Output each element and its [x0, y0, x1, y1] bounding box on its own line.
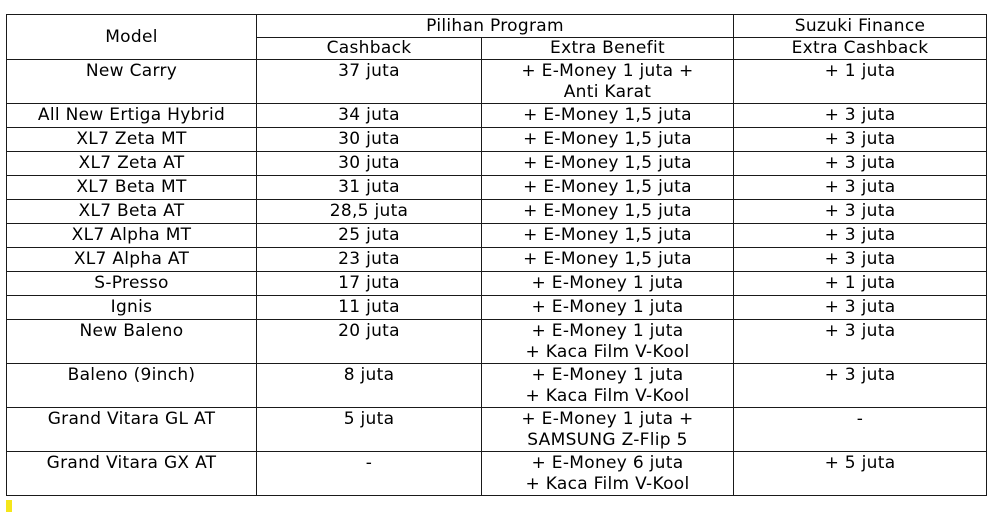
table-row — [7, 128, 987, 152]
cashback-cell: - — [257, 452, 482, 496]
model-cell: XL7 Beta AT — [7, 200, 257, 224]
extra-cashback-cell: + 3 juta — [734, 200, 987, 224]
cashback-cell: 5 juta — [257, 408, 482, 452]
model-cell: Baleno (9inch) — [7, 364, 257, 408]
extra-benefit-cell — [482, 128, 734, 152]
cashback-cell: 31 juta — [257, 176, 482, 200]
model-cell: Ignis — [7, 296, 257, 320]
extra-benefit-cell — [482, 248, 734, 272]
model-cell: XL7 Alpha AT — [7, 248, 257, 272]
benefit-line: + E-Money 1 juta + — [521, 61, 694, 81]
promo-table — [6, 14, 987, 496]
extra-benefit-cell — [482, 272, 734, 296]
benefit-line: + E-Money 1,5 juta — [523, 177, 692, 197]
benefit-line: + E-Money 1,5 juta — [523, 153, 692, 173]
table-row — [7, 272, 987, 296]
benefit-line: + Kaca Film V-Kool — [525, 474, 690, 494]
extra-cashback-cell: + 3 juta — [734, 364, 987, 408]
table-row — [7, 60, 987, 104]
extra-cashback-cell: + 3 juta — [734, 176, 987, 200]
extra-benefit-cell — [482, 60, 734, 104]
model-cell: Grand Vitara GX AT — [7, 452, 257, 496]
table-row — [7, 452, 987, 496]
cashback-cell: 20 juta — [257, 320, 482, 364]
table-row — [7, 224, 987, 248]
cashback-cell: 30 juta — [257, 128, 482, 152]
header-model: Model — [7, 15, 257, 60]
model-cell: XL7 Zeta AT — [7, 152, 257, 176]
header-pilihan-program: Pilihan Program — [257, 15, 734, 38]
benefit-line: + E-Money 1 juta — [531, 321, 684, 341]
table-row — [7, 152, 987, 176]
benefit-line: + E-Money 1 juta + — [521, 409, 694, 429]
cashback-cell: 28,5 juta — [257, 200, 482, 224]
extra-cashback-cell: + 3 juta — [734, 152, 987, 176]
cashback-cell: 23 juta — [257, 248, 482, 272]
extra-benefit-cell — [482, 176, 734, 200]
header-suzuki-finance: Suzuki Finance — [734, 15, 987, 38]
extra-cashback-cell: + 1 juta — [734, 60, 987, 104]
extra-benefit-cell — [482, 364, 734, 408]
extra-benefit-cell — [482, 320, 734, 364]
extra-cashback-cell: + 3 juta — [734, 296, 987, 320]
benefit-line: + E-Money 1 juta — [531, 273, 684, 293]
cashback-cell: 11 juta — [257, 296, 482, 320]
model-cell: All New Ertiga Hybrid — [7, 104, 257, 128]
extra-cashback-cell: + 3 juta — [734, 128, 987, 152]
benefit-line: + E-Money 1,5 juta — [523, 249, 692, 269]
table-row — [7, 200, 987, 224]
extra-benefit-cell — [482, 152, 734, 176]
benefit-line: + Kaca Film V-Kool — [525, 342, 690, 362]
extra-benefit-cell — [482, 200, 734, 224]
model-cell: XL7 Alpha MT — [7, 224, 257, 248]
benefit-line: + E-Money 6 juta — [531, 453, 684, 473]
benefit-line: + E-Money 1 juta — [531, 297, 684, 317]
table-row — [7, 408, 987, 452]
extra-benefit-cell — [482, 296, 734, 320]
benefit-line: Anti Karat — [563, 82, 652, 102]
model-cell: XL7 Beta MT — [7, 176, 257, 200]
extra-cashback-cell: + 3 juta — [734, 248, 987, 272]
extra-cashback-cell: + 3 juta — [734, 320, 987, 364]
benefit-line: + E-Money 1,5 juta — [523, 201, 692, 221]
benefit-line: SAMSUNG Z-Flip 5 — [527, 430, 688, 450]
extra-benefit-cell — [482, 224, 734, 248]
benefit-line: + E-Money 1 juta — [531, 365, 684, 385]
header-cashback: Cashback — [257, 38, 482, 60]
table-row — [7, 296, 987, 320]
model-cell: New Baleno — [7, 320, 257, 364]
table-row — [7, 364, 987, 408]
header-row-group — [7, 15, 987, 38]
extra-benefit-cell — [482, 104, 734, 128]
model-cell: S-Presso — [7, 272, 257, 296]
model-cell: New Carry — [7, 60, 257, 104]
yellow-marker — [6, 500, 12, 512]
benefit-line: + E-Money 1,5 juta — [523, 105, 692, 125]
model-cell: XL7 Zeta MT — [7, 128, 257, 152]
extra-cashback-cell: + 1 juta — [734, 272, 987, 296]
cashback-cell: 34 juta — [257, 104, 482, 128]
benefit-line: + E-Money 1,5 juta — [523, 225, 692, 245]
table-row — [7, 248, 987, 272]
extra-benefit-cell — [482, 452, 734, 496]
promo-table-container — [6, 14, 987, 496]
header-extra-benefit: Extra Benefit — [482, 38, 734, 60]
cashback-cell: 25 juta — [257, 224, 482, 248]
extra-cashback-cell: + 3 juta — [734, 224, 987, 248]
cashback-cell: 37 juta — [257, 60, 482, 104]
extra-cashback-cell: + 5 juta — [734, 452, 987, 496]
cashback-cell: 8 juta — [257, 364, 482, 408]
table-body — [7, 60, 987, 496]
table-row — [7, 176, 987, 200]
extra-cashback-cell: + 3 juta — [734, 104, 987, 128]
cashback-cell: 30 juta — [257, 152, 482, 176]
cashback-cell: 17 juta — [257, 272, 482, 296]
model-cell: Grand Vitara GL AT — [7, 408, 257, 452]
table-row — [7, 320, 987, 364]
table-row — [7, 104, 987, 128]
header-extra-cashback: Extra Cashback — [734, 38, 987, 60]
benefit-line: + Kaca Film V-Kool — [525, 386, 690, 406]
extra-benefit-cell — [482, 408, 734, 452]
benefit-line: + E-Money 1,5 juta — [523, 129, 692, 149]
extra-cashback-cell: - — [734, 408, 987, 452]
